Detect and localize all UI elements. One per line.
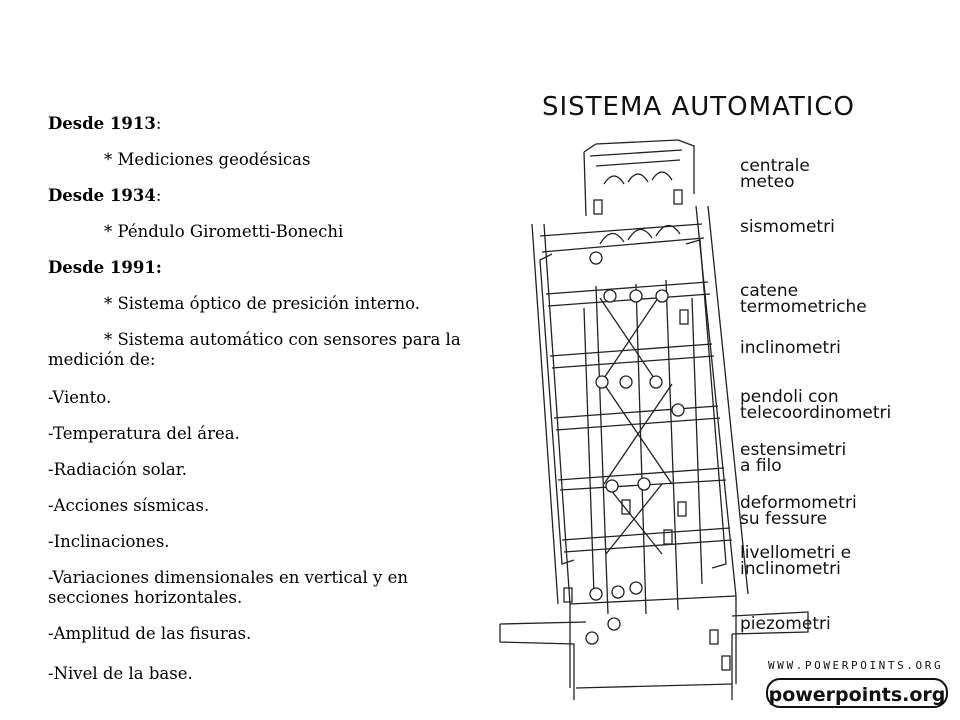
item-1913: * Mediciones geodésicas: [104, 150, 311, 169]
label-catene-termometriche: catene termometriche: [740, 281, 867, 317]
logo-text: powerpoints.org: [768, 684, 946, 706]
powerpoints-logo: [766, 676, 948, 710]
brand-url: WWW.POWERPOINTS.ORG: [768, 659, 944, 672]
measure-item: -Viento.: [48, 388, 112, 407]
sensor-labels: [740, 0, 955, 720]
heading-1991: Desde 1991:: [48, 258, 162, 277]
label-inclinometri: inclinometri: [740, 338, 841, 358]
label-livellometri: livellometri e inclinometri: [740, 543, 852, 579]
item-1934: * Péndulo Girometti-Bonechi: [104, 222, 344, 241]
label-estensimetri: estensimetri a filo: [740, 440, 847, 476]
measure-item: -Radiación solar.: [48, 460, 188, 479]
diagram-title: SISTEMA AUTOMATICO: [542, 92, 856, 122]
heading-1913: Desde 1913:: [48, 114, 162, 133]
measure-item: -Amplitud de las fisuras.: [48, 624, 252, 643]
measure-item: -Temperatura del área.: [48, 424, 240, 443]
item-1991-optical: * Sistema óptico de presición interno.: [104, 294, 421, 313]
label-piezometri: piezometri: [740, 614, 831, 634]
label-deformometri: deformometri su fessure: [740, 493, 857, 529]
label-pendoli-telecoordinometri: pendoli con telecoordinometri: [740, 387, 892, 423]
measure-item: -Nivel de la base.: [48, 664, 193, 683]
label-centrale-meteo: centrale meteo: [740, 156, 810, 192]
measure-item: -Acciones sísmicas.: [48, 496, 210, 515]
measure-item: -Inclinaciones.: [48, 532, 170, 551]
label-sismometri: sismometri: [740, 217, 835, 237]
item-1991-automatic: * Sistema automático con sensores para la medición de:: [48, 330, 461, 369]
heading-1934: Desde 1934:: [48, 186, 162, 205]
measure-item: -Variaciones dimensionales en vertical y en secciones horizontales.: [48, 568, 409, 607]
